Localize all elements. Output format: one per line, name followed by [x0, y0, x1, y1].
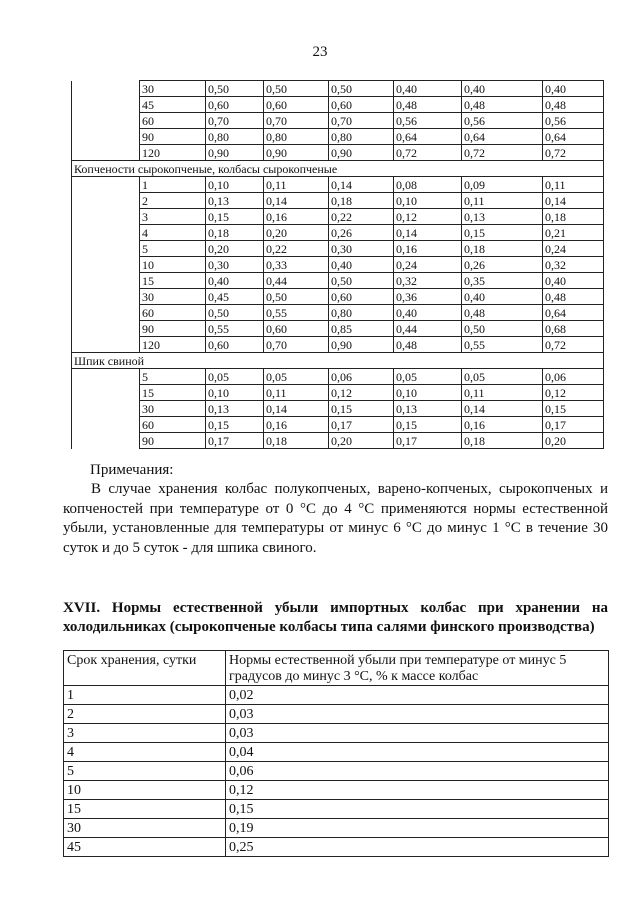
table-cell: 0,55: [206, 321, 264, 337]
table-cell: 0,40: [543, 273, 604, 289]
table-cell: 0,35: [462, 273, 543, 289]
table-cell: 0,11: [462, 385, 543, 401]
table-cell: 3: [140, 209, 206, 225]
table-cell: 0,64: [462, 129, 543, 145]
table-cell: 0,21: [543, 225, 604, 241]
table-cell: 15: [64, 800, 226, 819]
table-cell: 0,09: [462, 177, 543, 193]
table-row: [72, 209, 604, 225]
table-cell: 0,18: [462, 241, 543, 257]
table-cell: 0,03: [226, 724, 609, 743]
table-cell: 0,50: [264, 81, 329, 97]
table-cell: 0,48: [543, 289, 604, 305]
table-cell: 90: [140, 433, 206, 449]
table-cell: 0,50: [206, 305, 264, 321]
table-cell: 1: [64, 686, 226, 705]
table-row: [72, 433, 604, 449]
section-title: Копчености сырокопченые, колбасы сырокопченые: [72, 161, 604, 177]
table-row: [72, 97, 604, 113]
table-cell: 1: [140, 177, 206, 193]
empty-cell: [72, 417, 140, 433]
table-cell: 0,22: [329, 209, 394, 225]
empty-cell: [72, 209, 140, 225]
table-row: [64, 838, 609, 857]
imported-sausage-loss-table: [63, 650, 609, 857]
section-row: [72, 353, 604, 369]
table-cell: 0,16: [394, 241, 462, 257]
table-cell: 0,90: [264, 145, 329, 161]
table-cell: 0,06: [543, 369, 604, 385]
table-cell: 5: [140, 369, 206, 385]
table-cell: 0,15: [206, 417, 264, 433]
table-cell: 0,40: [462, 81, 543, 97]
table-cell: 0,60: [329, 97, 394, 113]
table-cell: 0,40: [394, 305, 462, 321]
empty-cell: [72, 241, 140, 257]
table-row: [64, 743, 609, 762]
table-row: [72, 145, 604, 161]
empty-cell: [72, 401, 140, 417]
empty-cell: [72, 129, 140, 145]
table-cell: 0,13: [206, 401, 264, 417]
table-cell: 0,33: [264, 257, 329, 273]
table-cell: 0,17: [394, 433, 462, 449]
table-cell: 0,40: [206, 273, 264, 289]
table-cell: 0,80: [206, 129, 264, 145]
table-cell: 0,70: [206, 113, 264, 129]
table-cell: 0,56: [394, 113, 462, 129]
table-cell: 0,72: [543, 337, 604, 353]
table-row: [72, 241, 604, 257]
table-cell: 0,48: [462, 305, 543, 321]
header-row: [64, 651, 609, 686]
empty-cell: [72, 289, 140, 305]
table-cell: 0,60: [264, 97, 329, 113]
table-cell: 0,10: [394, 385, 462, 401]
table-cell: 0,20: [543, 433, 604, 449]
table-cell: 0,02: [226, 686, 609, 705]
table-cell: 0,13: [206, 193, 264, 209]
table-cell: 0,04: [226, 743, 609, 762]
table-cell: 10: [140, 257, 206, 273]
table-cell: 0,32: [394, 273, 462, 289]
table-cell: 0,64: [394, 129, 462, 145]
empty-cell: [72, 369, 140, 385]
table-row: [72, 321, 604, 337]
table-row: [72, 193, 604, 209]
empty-cell: [72, 273, 140, 289]
table-cell: 5: [140, 241, 206, 257]
table-cell: 0,48: [543, 97, 604, 113]
table-cell: 0,17: [543, 417, 604, 433]
empty-cell: [72, 337, 140, 353]
empty-cell: [72, 433, 140, 449]
table-cell: 0,14: [329, 177, 394, 193]
empty-cell: [72, 385, 140, 401]
table-cell: 0,48: [394, 97, 462, 113]
table-cell: 0,25: [226, 838, 609, 857]
table-cell: 0,40: [543, 81, 604, 97]
table-cell: 0,15: [206, 209, 264, 225]
table-cell: 0,05: [206, 369, 264, 385]
table-row: [72, 225, 604, 241]
table-cell: 0,10: [206, 385, 264, 401]
table-cell: 0,48: [462, 97, 543, 113]
table-cell: 0,70: [264, 337, 329, 353]
table-row: [72, 129, 604, 145]
empty-cell: [72, 177, 140, 193]
table-cell: 0,72: [394, 145, 462, 161]
table-cell: 60: [140, 417, 206, 433]
empty-cell: [72, 257, 140, 273]
table-cell: 0,03: [226, 705, 609, 724]
table-row: [72, 273, 604, 289]
table-cell: 0,20: [206, 241, 264, 257]
table-cell: 0,15: [462, 225, 543, 241]
empty-cell: [72, 321, 140, 337]
table-cell: 0,40: [394, 81, 462, 97]
table-cell: 0,36: [394, 289, 462, 305]
table-cell: 0,05: [462, 369, 543, 385]
empty-cell: [72, 113, 140, 129]
table-cell: 60: [140, 113, 206, 129]
table-cell: 0,15: [543, 401, 604, 417]
table-cell: 0,26: [329, 225, 394, 241]
table-row: [72, 385, 604, 401]
table-cell: 0,06: [329, 369, 394, 385]
table-cell: 0,18: [206, 225, 264, 241]
table-cell: 0,68: [543, 321, 604, 337]
table-cell: 10: [64, 781, 226, 800]
table-row: [64, 762, 609, 781]
notes-title: Примечания:: [90, 462, 174, 478]
table-cell: 0,15: [394, 417, 462, 433]
empty-cell: [72, 97, 140, 113]
table-cell: 0,26: [462, 257, 543, 273]
table-row: [72, 177, 604, 193]
table-cell: 0,50: [264, 289, 329, 305]
table-cell: 0,05: [394, 369, 462, 385]
empty-cell: [72, 145, 140, 161]
table-cell: 0,56: [462, 113, 543, 129]
table-cell: 0,16: [264, 417, 329, 433]
table-cell: 0,56: [543, 113, 604, 129]
table-cell: 0,60: [329, 289, 394, 305]
table-cell: 45: [64, 838, 226, 857]
table-row: [72, 337, 604, 353]
section-xvii-heading: XVII. Нормы естественной убыли импортных колбас при хранении на холодильниках (сырокопченые колбасы типа салями финского производства): [63, 600, 608, 635]
table-cell: 60: [140, 305, 206, 321]
table-cell: 0,90: [206, 145, 264, 161]
empty-cell: [72, 81, 140, 97]
notes-text: В случае хранения колбас полукопченых, варено-копченых, сырокопченых и копченостей при температуре от 0 °С до 4 °С применяются нормы естественной убыли, установленные для температуры от минус 6 °С до минус 1 °С в течение 30 суток и до 5 суток - для шпика свиного.: [63, 481, 608, 556]
table-cell: 0,12: [329, 385, 394, 401]
table-cell: 0,80: [264, 129, 329, 145]
table-cell: 0,85: [329, 321, 394, 337]
table-cell: 0,30: [329, 241, 394, 257]
table-cell: 0,14: [543, 193, 604, 209]
column-header: Срок хранения, сутки: [64, 651, 226, 686]
table-row: [64, 724, 609, 743]
table-cell: 0,64: [543, 305, 604, 321]
table-cell: 30: [64, 819, 226, 838]
table-cell: 0,17: [206, 433, 264, 449]
table-cell: 0,15: [226, 800, 609, 819]
table-row: [72, 113, 604, 129]
table-cell: 0,48: [394, 337, 462, 353]
table-cell: 0,32: [543, 257, 604, 273]
table-row: [64, 800, 609, 819]
table-cell: 4: [140, 225, 206, 241]
table-cell: 0,19: [226, 819, 609, 838]
table-cell: 0,90: [329, 145, 394, 161]
table-cell: 0,30: [206, 257, 264, 273]
table-cell: 0,50: [329, 273, 394, 289]
table-cell: 0,40: [462, 289, 543, 305]
table-cell: 0,14: [462, 401, 543, 417]
table-cell: 30: [140, 81, 206, 97]
table-cell: 2: [64, 705, 226, 724]
table-cell: 0,18: [543, 209, 604, 225]
natural-loss-table-continued: [71, 80, 604, 449]
table-cell: 0,45: [206, 289, 264, 305]
page-number: 23: [312, 44, 328, 60]
table-cell: 0,12: [226, 781, 609, 800]
table-cell: 0,11: [264, 385, 329, 401]
table-cell: 0,15: [329, 401, 394, 417]
empty-cell: [72, 193, 140, 209]
table-cell: 0,55: [264, 305, 329, 321]
table-cell: 0,18: [462, 433, 543, 449]
table-row: [72, 305, 604, 321]
table-cell: 5: [64, 762, 226, 781]
table-cell: 0,50: [462, 321, 543, 337]
table-cell: 0,50: [206, 81, 264, 97]
empty-cell: [72, 305, 140, 321]
table-cell: 0,17: [329, 417, 394, 433]
table-cell: 0,60: [206, 97, 264, 113]
table-cell: 90: [140, 321, 206, 337]
empty-cell: [72, 225, 140, 241]
table-cell: 0,10: [206, 177, 264, 193]
table-cell: 0,72: [462, 145, 543, 161]
table-row: [64, 819, 609, 838]
table-cell: 0,11: [543, 177, 604, 193]
table-cell: 0,20: [329, 433, 394, 449]
table-cell: 0,13: [462, 209, 543, 225]
table-cell: 15: [140, 385, 206, 401]
table-cell: 0,06: [226, 762, 609, 781]
table-cell: 30: [140, 401, 206, 417]
table-cell: 0,12: [394, 209, 462, 225]
table-cell: 45: [140, 97, 206, 113]
table-row: [72, 417, 604, 433]
table-cell: 2: [140, 193, 206, 209]
table-cell: 0,44: [394, 321, 462, 337]
table-cell: 0,60: [264, 321, 329, 337]
table-cell: 0,05: [264, 369, 329, 385]
table-cell: 0,11: [264, 177, 329, 193]
table-row: [72, 257, 604, 273]
table-row: [64, 686, 609, 705]
table-cell: 0,24: [394, 257, 462, 273]
table-cell: 0,12: [543, 385, 604, 401]
table-cell: 0,14: [264, 193, 329, 209]
table-row: [72, 289, 604, 305]
table-cell: 0,11: [462, 193, 543, 209]
table-cell: 0,60: [206, 337, 264, 353]
section-row: [72, 161, 604, 177]
table-cell: 0,16: [264, 209, 329, 225]
table-row: [64, 781, 609, 800]
table-cell: 0,44: [264, 273, 329, 289]
table-cell: 0,20: [264, 225, 329, 241]
table-cell: 120: [140, 145, 206, 161]
table-cell: 0,14: [264, 401, 329, 417]
table-cell: 0,80: [329, 305, 394, 321]
table-cell: 0,80: [329, 129, 394, 145]
section-title: Шпик свиной: [72, 353, 604, 369]
table-cell: 120: [140, 337, 206, 353]
table-cell: 0,18: [264, 433, 329, 449]
table-cell: 0,10: [394, 193, 462, 209]
table-cell: 0,14: [394, 225, 462, 241]
table-cell: 90: [140, 129, 206, 145]
table-cell: 0,64: [543, 129, 604, 145]
table-row: [64, 705, 609, 724]
table-cell: 15: [140, 273, 206, 289]
table-cell: 0,22: [264, 241, 329, 257]
table-cell: 0,55: [462, 337, 543, 353]
table-cell: 0,70: [329, 113, 394, 129]
table-row: [72, 369, 604, 385]
table-cell: 30: [140, 289, 206, 305]
table-row: [72, 81, 604, 97]
table-cell: 0,40: [329, 257, 394, 273]
table-cell: 0,08: [394, 177, 462, 193]
table-cell: 0,72: [543, 145, 604, 161]
table-cell: 0,70: [264, 113, 329, 129]
table-cell: 0,16: [462, 417, 543, 433]
table-row: [72, 401, 604, 417]
table-cell: 0,50: [329, 81, 394, 97]
table-cell: 0,13: [394, 401, 462, 417]
table-cell: 4: [64, 743, 226, 762]
table-cell: 0,90: [329, 337, 394, 353]
table-cell: 0,18: [329, 193, 394, 209]
table-cell: 0,24: [543, 241, 604, 257]
table-cell: 3: [64, 724, 226, 743]
column-header: Нормы естественной убыли при температуре от минус 5 градусов до минус 3 °С, % к массе колбас: [226, 651, 609, 686]
